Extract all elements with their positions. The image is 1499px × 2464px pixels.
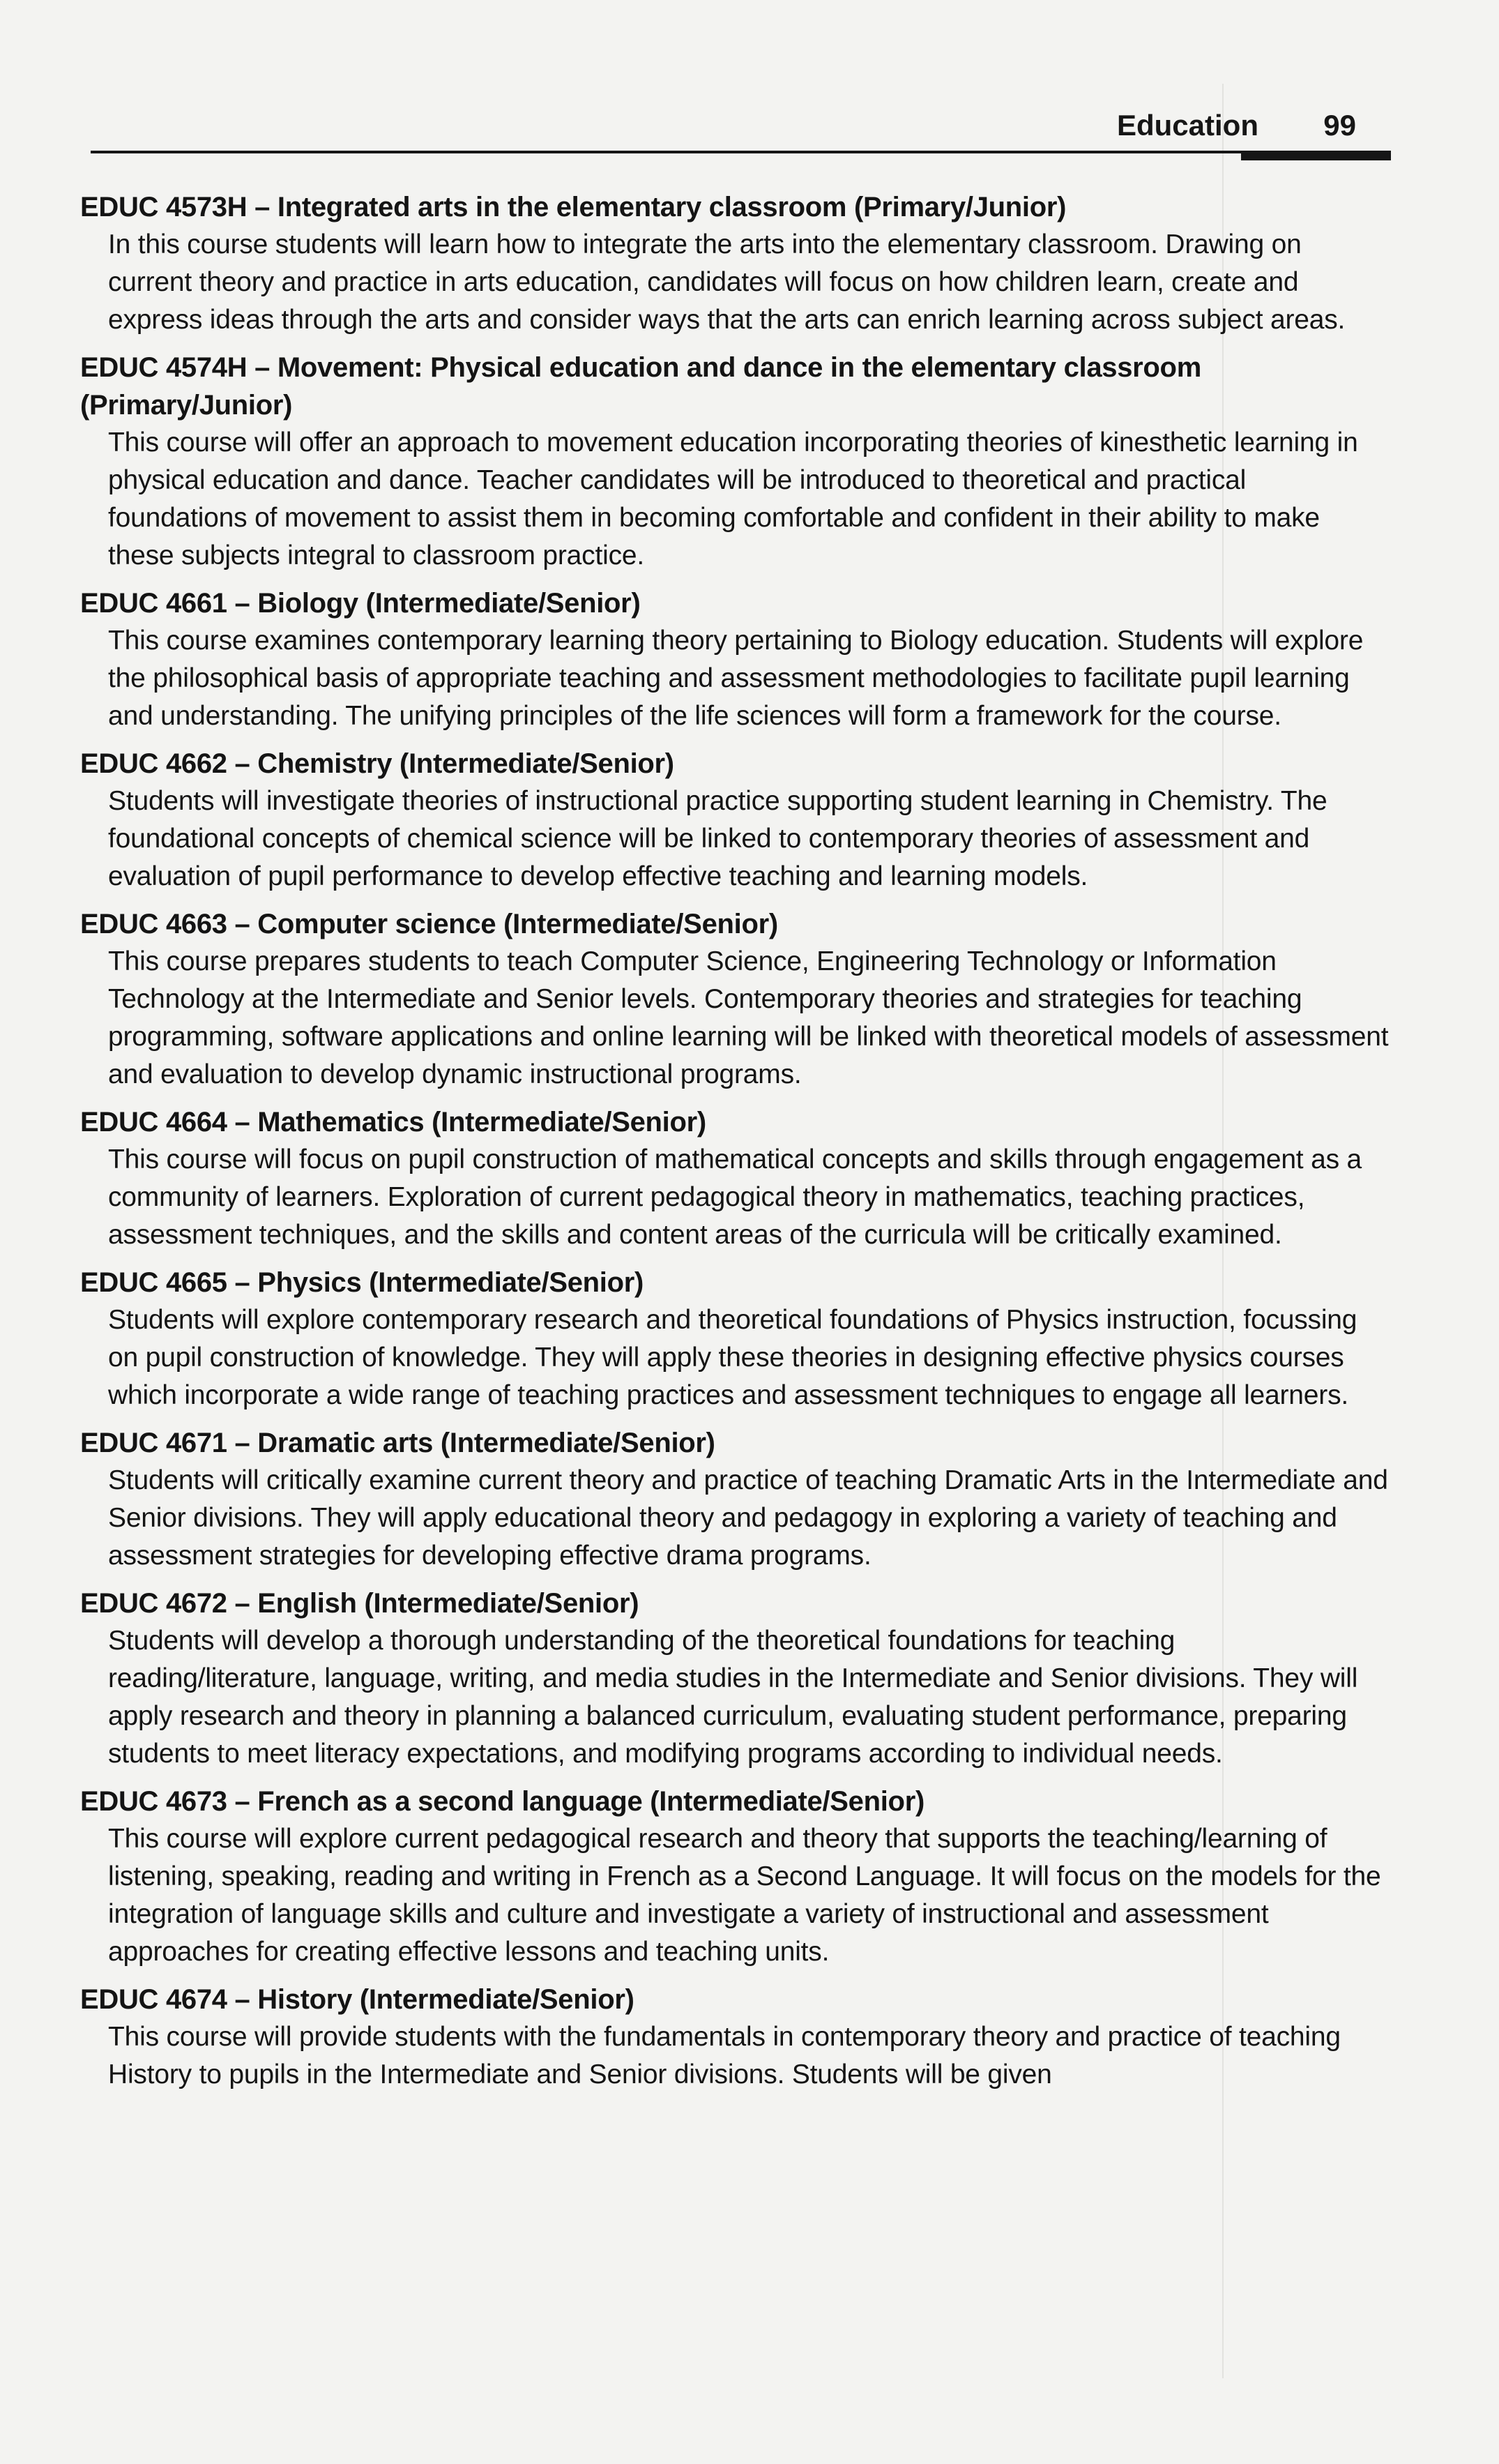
course-entry xyxy=(80,1981,1398,2094)
course-title: EDUC 4665 – Physics (Intermediate/Senior) xyxy=(80,1267,644,1298)
course-title: EDUC 4671 – Dramatic arts (Intermediate/Senior) xyxy=(80,1428,715,1458)
course-description: This course examines contemporary learning theory pertaining to Biology education. Students will explore the philosophical basis of appropriate teaching and assessment methodologies to facilitate pupil learning and understanding. The unifying principles of the life sciences will form a framework for the course. xyxy=(108,626,1364,731)
course-description: This course will provide students with the fundamentals in contemporary theory and practice of teaching History to pupils in the Intermediate and Senior divisions. Students will be given xyxy=(108,2022,1341,2089)
course-title: EDUC 4674 – History (Intermediate/Senior) xyxy=(80,1984,634,2015)
course-entry xyxy=(80,905,1398,1094)
course-title: EDUC 4662 – Chemistry (Intermediate/Senior) xyxy=(80,748,674,779)
course-title: EDUC 4573H – Integrated arts in the elementary classroom (Primary/Junior) xyxy=(80,192,1067,222)
course-description: This course will explore current pedagogical research and theory that supports the teaching/learning of listening, speaking, reading and writing in French as a Second Language. It will focus on the models for the integration of language skills and culture and investigate a variety of instructional and assessment approaches for creating effective lessons and teaching units. xyxy=(108,1824,1381,1967)
course-description: Students will develop a thorough understanding of the theoretical foundations for teaching reading/literature, language, writing, and media studies in the Intermediate and Senior divisions. They will apply research and theory in planning a balanced curriculum, evaluating student performance, preparing students to meet literacy expectations, and modifying programs according to individual needs. xyxy=(108,1626,1358,1769)
course-title: EDUC 4663 – Computer science (Intermediate/Senior) xyxy=(80,909,778,939)
course-title: EDUC 4661 – Biology (Intermediate/Senior) xyxy=(80,588,641,619)
course-entry xyxy=(80,1424,1398,1575)
course-entry xyxy=(80,1783,1398,1971)
course-list xyxy=(80,188,1398,2103)
header-rule xyxy=(91,151,1391,153)
header-tab-bar xyxy=(1241,151,1391,160)
page-number: 99 xyxy=(1323,109,1356,142)
course-entry xyxy=(80,584,1398,735)
course-entry xyxy=(80,1103,1398,1254)
course-entry xyxy=(80,1264,1398,1414)
course-description: This course prepares students to teach Computer Science, Engineering Technology or Information Technology at the Intermediate and Senior levels. Contemporary theories and strategies for teaching programming, software applications and online learning will be linked with theoretical models of assessment and evaluation to develop dynamic instructional programs. xyxy=(108,946,1389,1089)
course-entry xyxy=(80,349,1398,575)
course-description: Students will investigate theories of instructional practice supporting student learning in Chemistry. The foundational concepts of chemical science will be linked to contemporary theories of assessment and evaluation of pupil performance to develop effective teaching and learning models. xyxy=(108,786,1327,891)
course-title: EDUC 4672 – English (Intermediate/Senior) xyxy=(80,1588,639,1619)
course-title: EDUC 4664 – Mathematics (Intermediate/Senior) xyxy=(80,1107,706,1137)
course-entry xyxy=(80,188,1398,339)
course-entry xyxy=(80,745,1398,895)
course-title: EDUC 4673 – French as a second language (Intermediate/Senior) xyxy=(80,1786,924,1817)
course-entry xyxy=(80,1585,1398,1773)
section-title: Education xyxy=(1116,109,1258,142)
course-description: Students will critically examine current theory and practice of teaching Dramatic Arts in the Intermediate and Senior divisions. They will apply educational theory and pedagogy in exploring a variety of teaching and assessment strategies for developing effective drama programs. xyxy=(108,1465,1388,1571)
course-description: In this course students will learn how to integrate the arts into the elementary classroom. Drawing on current theory and practice in arts education, candidates will focus on how children learn, create and express ideas through the arts and consider ways that the arts can enrich learning across subject areas. xyxy=(108,229,1346,335)
course-description: This course will offer an approach to movement education incorporating theories of kinesthetic learning in physical education and dance. Teacher candidates will be introduced to theoretical and practical foundations of movement to assist them in becoming comfortable and confident in their ability to make these subjects integral to classroom practice. xyxy=(108,428,1358,570)
course-description: Students will explore contemporary research and theoretical foundations of Physics instruction, focussing on pupil construction of knowledge. They will apply these theories in designing effective physics courses which incorporate a wide range of teaching practices and assessment techniques to engage all learners. xyxy=(108,1305,1357,1410)
course-description: This course will focus on pupil construction of mathematical concepts and skills through engagement as a community of learners. Exploration of current pedagogical theory in mathematics, teaching practices, assessment techniques, and the skills and content areas of the curricula will be critically examined. xyxy=(108,1144,1362,1250)
running-header xyxy=(91,105,1391,153)
course-title: EDUC 4574H – Movement: Physical education and dance in the elementary classroom (Primary/Junior) xyxy=(80,352,1201,421)
